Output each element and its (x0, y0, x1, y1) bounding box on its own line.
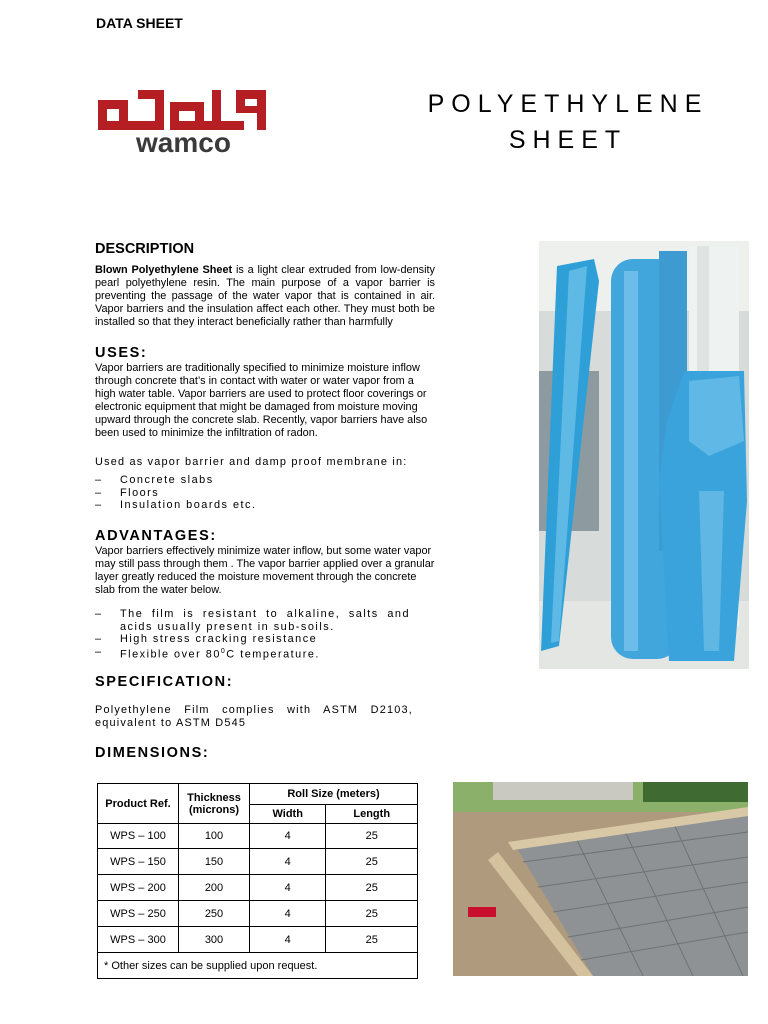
col-header-product: Product Ref. (98, 784, 179, 824)
document-title (418, 86, 718, 158)
uses-text: Vapor barriers are traditionally specified to minimize moisture inflow through concrete that’s in contact with water or water vapor from a high water table. Vapor barriers are used to protect floor coverings or electronic equipment that might be damaged from moisture moving upward through the concrete slab. Recently, vapor barriers have also been used to minimize the infiltration of radon. (95, 362, 428, 439)
description-body: is a light clear extruded from low-density pearl polyethylene resin. The main purpose of a vapor barrier is preventing the passage of the water vapor that is contained in air. Vapor barriers and the insulation affect each other. They must both be installed so that they interact beneficially rather than harmfully (95, 264, 435, 328)
list-item: – High stress cracking resistance (95, 633, 318, 645)
table-row: WPS – 200 200 4 25 (98, 875, 418, 901)
list-item: – The film is resistant to alkaline, salts and acids usually present in sub-soils. (95, 608, 410, 633)
list-item: – Floors (95, 486, 160, 499)
col-header-width: Width (250, 805, 326, 824)
description-lead: Blown Polyethylene Sheet (95, 264, 233, 276)
col-header-length: Length (326, 805, 418, 824)
advantages-list (95, 608, 435, 661)
logo-wordmark: wamco (136, 127, 231, 158)
table-note: * Other sizes can be supplied upon request. (98, 953, 418, 979)
construction-site-photo (453, 782, 748, 976)
polyethylene-rolls-photo (539, 241, 749, 669)
dimensions-table (97, 783, 418, 979)
wamco-logo (96, 80, 276, 160)
uses-intro: Used as vapor barrier and damp proof membrane in: (95, 456, 408, 468)
specification-text: Polyethylene Film complies with ASTM D2103, equivalent to ASTM D545 (95, 704, 413, 729)
title-line-2: SHEET (508, 126, 628, 154)
uses-list (95, 474, 435, 512)
list-item: – Insulation boards etc. (95, 499, 257, 511)
document-header-label: DATA SHEET (96, 15, 183, 31)
advantages-text: Vapor barriers effectively minimize water inflow, but some water vapor may still pass through them . The vapor barrier applied over a granular layer greatly reduced the moisture movement through the concrete slab from the water below. (95, 545, 435, 596)
table-row: WPS – 150 150 4 25 (98, 849, 418, 875)
table-row: WPS – 100 100 4 25 (98, 824, 418, 849)
title-line-1: POLYETHYLENE (427, 90, 709, 118)
col-header-thickness: Thickness (microns) (179, 784, 250, 824)
advantages-heading: ADVANTAGES: (95, 528, 217, 544)
description-text (95, 264, 435, 329)
list-item: – Flexible over $80^0C$ temperature. (95, 645, 320, 661)
description-heading: DESCRIPTION (95, 241, 195, 257)
col-header-roll-size: Roll Size (meters) (250, 784, 418, 805)
list-item: – Concrete slabs (95, 474, 214, 486)
dimensions-heading: DIMENSIONS: (95, 745, 210, 761)
table-row: WPS – 250 250 4 25 (98, 901, 418, 927)
specification-heading: SPECIFICATION: (95, 674, 234, 690)
table-row: WPS – 300 300 4 25 (98, 927, 418, 953)
table-note-row (98, 953, 418, 979)
uses-heading: USES: (95, 345, 148, 361)
